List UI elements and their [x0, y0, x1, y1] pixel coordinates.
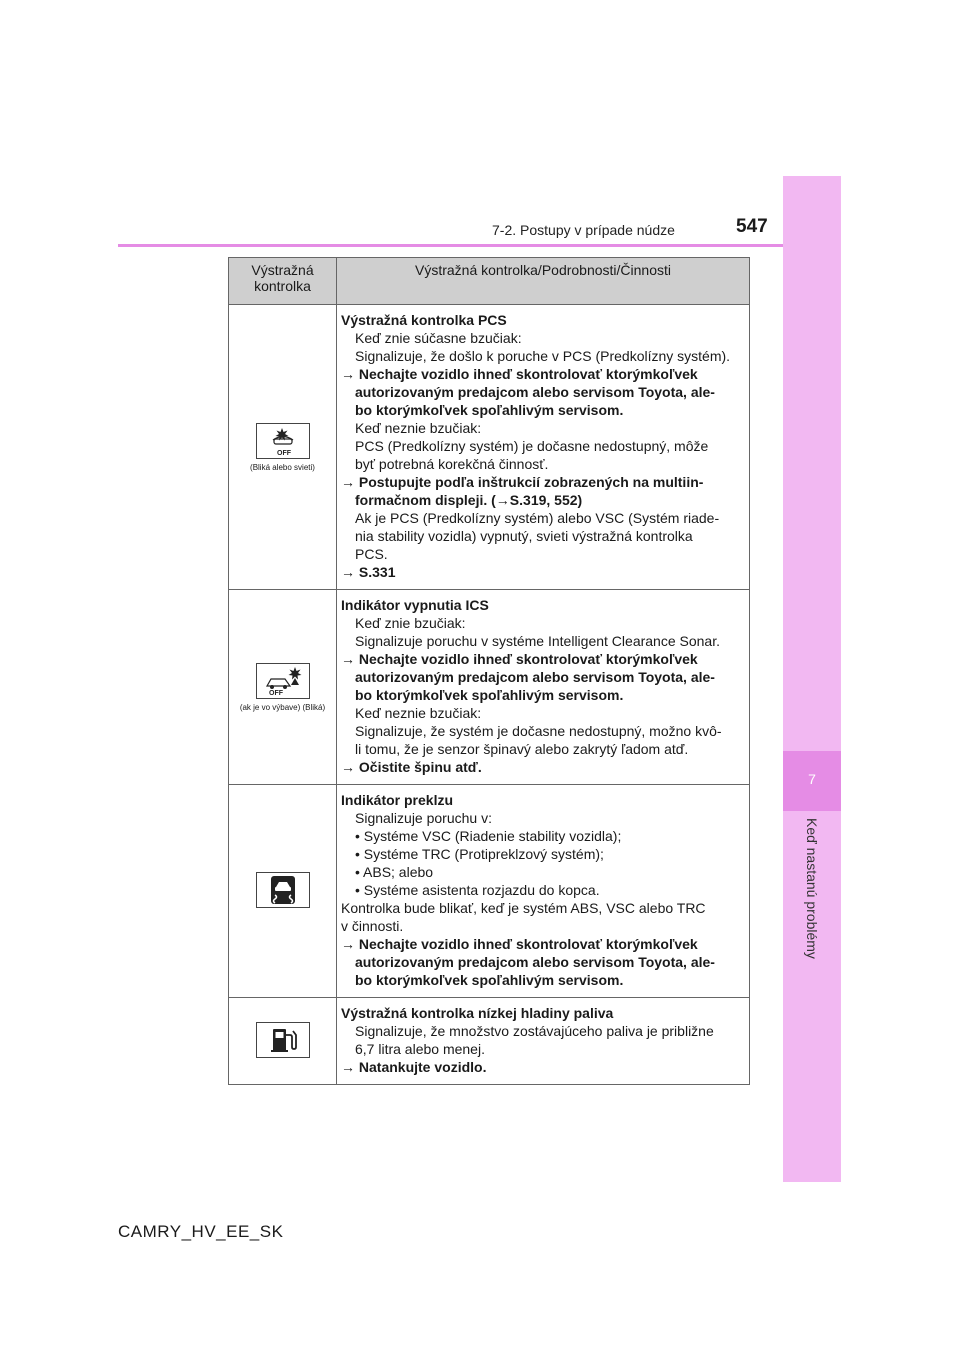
- text-line: autorizovaným predajcom alebo servisom Toyota, ale-: [355, 954, 715, 970]
- text-line: PCS.: [355, 546, 388, 562]
- text-line: bo ktorýmkoľvek spoľahlivým servisom.: [355, 402, 624, 418]
- svg-text:OFF: OFF: [276, 449, 291, 457]
- text-line: → S.331: [341, 564, 396, 580]
- pcs-off-icon: [256, 423, 310, 459]
- table-row: [229, 785, 750, 998]
- chapter-number: 7: [808, 771, 816, 787]
- text-line: bo ktorýmkoľvek spoľahlivým servisom.: [355, 972, 624, 988]
- table-row: [229, 998, 750, 1085]
- text-line: Signalizuje, že došlo k poruche v PCS (Predkolízny systém).: [355, 348, 731, 364]
- icon-note: (Bliká alebo svieti): [250, 462, 315, 472]
- svg-text:OFF: OFF: [268, 689, 283, 697]
- table-header-row: [229, 258, 750, 305]
- text-line: → Nechajte vozidlo ihneď skontrolovať ktorýmkoľvek: [341, 366, 698, 382]
- header-divider: [118, 244, 783, 247]
- text-line: Signalizuje, že systém je dočasne nedostupný, možno kvô-: [355, 723, 722, 739]
- ics-off-icon: [256, 663, 310, 699]
- col-header-light: Výstražná kontrolka: [229, 258, 337, 305]
- details-cell: [337, 785, 750, 998]
- text-line: byť potrebná korekčná činnosť.: [355, 456, 549, 472]
- text-line: 6,7 litra alebo menej.: [355, 1041, 485, 1057]
- text-line: Signalizuje, že množstvo zostávajúceho paliva je približne: [355, 1023, 714, 1039]
- low-fuel-icon: [256, 1022, 310, 1058]
- icon-cell: [229, 590, 337, 785]
- side-chapter-tab: [783, 176, 841, 1182]
- row-title: Výstražná kontrolka PCS: [341, 312, 507, 328]
- chapter-number-block: [783, 751, 841, 811]
- icon-cell: [229, 785, 337, 998]
- text-line: Keď znie bzučiak:: [355, 615, 466, 631]
- details-cell: [337, 305, 750, 590]
- text-line: Signalizuje poruchu v systéme Intelligent Clearance Sonar.: [355, 633, 720, 649]
- chapter-title: Keď nastanú problémy: [804, 818, 820, 959]
- text-line: bo ktorýmkoľvek spoľahlivým servisom.: [355, 687, 624, 703]
- page-number: 547: [736, 216, 768, 237]
- details-cell: [337, 998, 750, 1085]
- text-line: Keď neznie bzučiak:: [355, 420, 482, 436]
- text-line: autorizovaným predajcom alebo servisom Toyota, ale-: [355, 669, 715, 685]
- bullet-item: • Systéme asistenta rozjazdu do kopca.: [355, 882, 600, 898]
- text-line: → Očistite špinu atď.: [341, 759, 482, 775]
- text-line: → Nechajte vozidlo ihneď skontrolovať ktorýmkoľvek: [341, 936, 698, 952]
- table-row: [229, 305, 750, 590]
- text-line: Kontrolka bude blikať, keď je systém ABS, VSC alebo TRC: [341, 900, 706, 916]
- text-line: Keď znie súčasne bzučiak:: [355, 330, 522, 346]
- text-line: → Postupujte podľa inštrukcií zobrazených na multiin-: [341, 474, 704, 490]
- text-line: PCS (Predkolízny systém) je dočasne nedostupný, môže: [355, 438, 709, 454]
- document-code: CAMRY_HV_EE_SK: [118, 1222, 284, 1241]
- row-title: Indikátor preklzu: [341, 792, 454, 808]
- details-cell: [337, 590, 750, 785]
- icon-cell: [229, 998, 337, 1085]
- col-header-details: Výstražná kontrolka/Podrobnosti/Činnosti: [337, 258, 750, 305]
- text-line: Signalizuje poruchu v:: [355, 810, 492, 826]
- text-line: formačnom displeji. (→S.319, 552): [355, 492, 583, 508]
- bullet-item: • Systéme VSC (Riadenie stability vozidla);: [355, 828, 622, 844]
- text-line: autorizovaným predajcom alebo servisom Toyota, ale-: [355, 384, 715, 400]
- warning-lights-table: [228, 257, 750, 1085]
- row-title: Indikátor vypnutia ICS: [341, 597, 489, 613]
- bullet-item: • ABS; alebo: [355, 864, 434, 880]
- table-row: [229, 590, 750, 785]
- text-line: v činnosti.: [341, 918, 404, 934]
- bullet-item: • Systéme TRC (Protipreklzový systém);: [355, 846, 604, 862]
- text-line: li tomu, že je senzor špinavý alebo zakrytý ľadom atď.: [355, 741, 689, 757]
- section-title: 7-2. Postupy v prípade núdze: [492, 222, 675, 238]
- text-line: Keď neznie bzučiak:: [355, 705, 482, 721]
- text-line: nia stability vozidla) vypnutý, svieti výstražná kontrolka: [355, 528, 693, 544]
- text-line: → Natankujte vozidlo.: [341, 1059, 487, 1075]
- row-title: Výstražná kontrolka nízkej hladiny paliva: [341, 1005, 614, 1021]
- icon-note: (ak je vo výbave) (Bliká): [239, 702, 326, 712]
- icon-cell: [229, 305, 337, 590]
- text-line: Ak je PCS (Predkolízny systém) alebo VSC (Systém riade-: [355, 510, 720, 526]
- slip-indicator-icon: [256, 872, 310, 908]
- text-line: → Nechajte vozidlo ihneď skontrolovať ktorýmkoľvek: [341, 651, 698, 667]
